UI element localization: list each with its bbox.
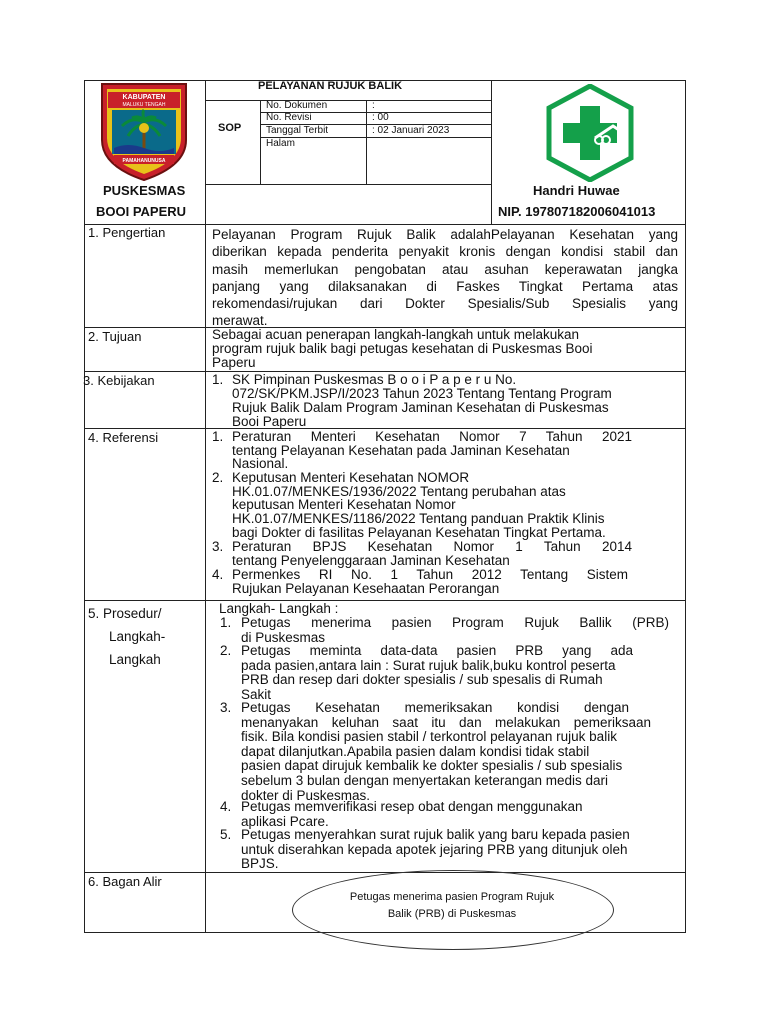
flow-node-label [312,889,592,923]
doc-row-label-3: Tanggal Terbit [266,125,329,136]
label-bagan-alir: 6. Bagan Alir [88,874,162,889]
referensi-num: 4. [212,567,224,582]
referensi-num: 2. [212,470,224,485]
doc-row-value-1: : [372,100,375,111]
pengertian-line: rekomendasi/rujukan dari Dokter Spesialis/Sub Spesialis yang [212,296,678,312]
signer-nip: NIP. 197807182006041013 [498,204,656,219]
pengertian-line: panjang yang dilaksanakan di Faskes Tingkat Pertama atas [212,278,678,294]
tujuan-line: Sebagai acuan penerapan langkah-langkah untuk melakukan [212,327,580,342]
doc-row-label-4: Halam [266,138,295,149]
referensi-line: bagi Dokter di fasilitas Pelayanan Kesehatan Tingkat Pertama. [232,524,606,540]
pengertian-line: masih memerlukan pengobatan atau asuhan keperawatan jangka [212,261,678,277]
referensi-line: Rujukan Pelayanan Kesehaatan Perorangan [232,580,500,596]
prosedur-num: 1. [220,615,232,630]
page-title: PELAYANAN RUJUK BALIK [258,80,403,92]
pengertian-text [212,226,678,330]
prosedur-num: 3. [220,700,232,715]
referensi-line: HK.01.07/MENKES/1186/2022 Tentang panduan Praktik Klinis [232,511,605,527]
prosedur-line: dapat dilanjutkan.Apabila pasien dalam kondisi tidak stabil [241,743,590,759]
tujuan-line: program rujuk balik bagi petugas kesehatan di Puskesmas Booi [212,341,593,356]
tujuan-line: Paperu [212,355,256,370]
referensi-num: 3. [212,539,224,554]
label-pengertian: 1. Pengertian [88,225,166,240]
label-prosedur [88,602,165,671]
kebijakan-line: Rujuk Balik Dalam Program Jaminan Kesehatan di Puskesmas [232,400,609,415]
logo-banner-top: KABUPATEN [122,94,166,101]
signer-name: Handri Huwae [533,183,620,198]
prosedur-line: di Puskesmas [241,629,326,645]
kebijakan-num: 1. [212,372,224,387]
doc-row-value-2: : 00 [372,112,389,123]
referensi-line: HK.01.07/MENKES/1936/2022 Tentang perubahan atas [232,483,566,499]
prosedur-line: PRB dan resep dari dokter spesialis / sub spesalis di Rumah [241,672,603,688]
prosedur-line: untuk diserahkan kepada apotek jejaring PRB yang ditunjuk oleh [241,841,628,857]
label-referensi: 4. Referensi [88,430,159,445]
referensi-line: tentang Penyelenggaraan Jaminan Kesehatan [232,552,510,568]
doc-row-label-1: No. Dokumen [266,100,328,111]
label-kebijakan: 3. Kebijakan [83,373,155,388]
referensi-line: Peraturan Menteri Kesehatan Nomor 7 Tahun 2021 [232,429,632,444]
label-prosedur-line: Langkah [109,652,161,667]
prosedur-line: dokter di Puskesmas. [241,787,371,803]
org-name-line1: PUSKESMAS [103,183,186,198]
pengertian-line: merawat. [212,313,268,329]
referensi-line: Peraturan BPJS Kesehatan Nomor 1 Tahun 2014 [232,539,632,554]
org-name-line2: BOOI PAPERU [96,204,187,219]
referensi-line: Nasional. [232,456,289,472]
prosedur-line: BPJS. [241,856,279,872]
label-prosedur-line: Langkah- [109,629,166,644]
prosedur-line: Petugas memverifikasi resep obat dengan menggunakan [241,799,583,814]
prosedur-line: sebelum 3 bulan dengan menyertakan keterangan medis dari [241,772,608,788]
referensi-line: Permenkes RI No. 1 Tahun 2012 Tentang Sistem [232,567,628,582]
prosedur-line: pasien dapat dirujuk kembalik ke dokter spesialis / sub spesialis [241,758,623,774]
prosedur-line: Petugas menerima pasien Program Rujuk Ballik (PRB) [241,615,669,630]
prosedur-intro: Langkah- Langkah : [219,601,339,616]
referensi-line: tentang Pelayanan Kesehatan pada Jaminan Kesehatan [232,442,570,458]
prosedur-line: menanyakan keluhan saat itu dan melakukan pemeriksaan [241,714,651,730]
label-tujuan: 2. Tujuan [88,329,142,344]
prosedur-line: Petugas meminta data-data pasien PRB yang ada [241,643,633,658]
prosedur-line: Petugas menyerahkan surat rujuk balik yang baru kepada pasien [241,827,630,842]
sop-label: SOP [218,122,242,134]
flow-node-line: Balik (PRB) di Puskesmas [387,908,517,920]
kebijakan-line: Booi Paperu [232,414,307,429]
label-prosedur-line: 5. Prosedur/ [88,606,162,621]
doc-row-label-2: No. Revisi [266,112,312,123]
pengertian-line: Pelayanan Program Rujuk Balik adalahPelayanan Kesehatan yang [212,227,678,242]
kebijakan-line: 072/SK/PKM.JSP/I/2023 Tahun 2023 Tentang Tentang Program [232,386,612,401]
prosedur-num: 5. [220,827,232,842]
flow-node-line: Petugas menerima pasien Program Rujuk [349,891,555,903]
pengertian-line: diberikan kepada penderita penyakit kronis dengan kondisi stabil dan [212,244,678,260]
prosedur-line: aplikasi Pcare. [241,813,329,829]
prosedur-line: fisik. Bila kondisi pasien stabil / terkontrol pelayanan rujuk balik [241,729,617,745]
doc-row-value-3: : 02 Januari 2023 [372,125,450,136]
logo-banner-bottom: PAMAHANUNUSA [122,158,166,164]
kebijakan-line: SK Pimpinan Puskesmas B o o i P a p e r u No. [232,372,517,387]
referensi-num: 1. [212,429,224,444]
prosedur-num: 2. [220,643,232,658]
prosedur-line: Petugas Kesehatan memeriksakan kondisi dengan [241,700,629,715]
logo-banner-sub: MALUKU TENGAH [122,102,166,108]
prosedur-num: 4. [220,799,232,814]
tujuan-text [212,328,678,370]
prosedur-line: pada pasien,antara lain : Surat rujuk balik,buku kontrol peserta [241,657,616,673]
prosedur-line: Sakit [241,686,272,702]
referensi-line: Keputusan Menteri Kesehatan NOMOR [232,470,470,485]
referensi-line: keputusan Menteri Kesehatan Nomor [232,497,456,513]
puskesmas-logo [543,84,637,182]
kabupaten-logo [98,82,190,182]
